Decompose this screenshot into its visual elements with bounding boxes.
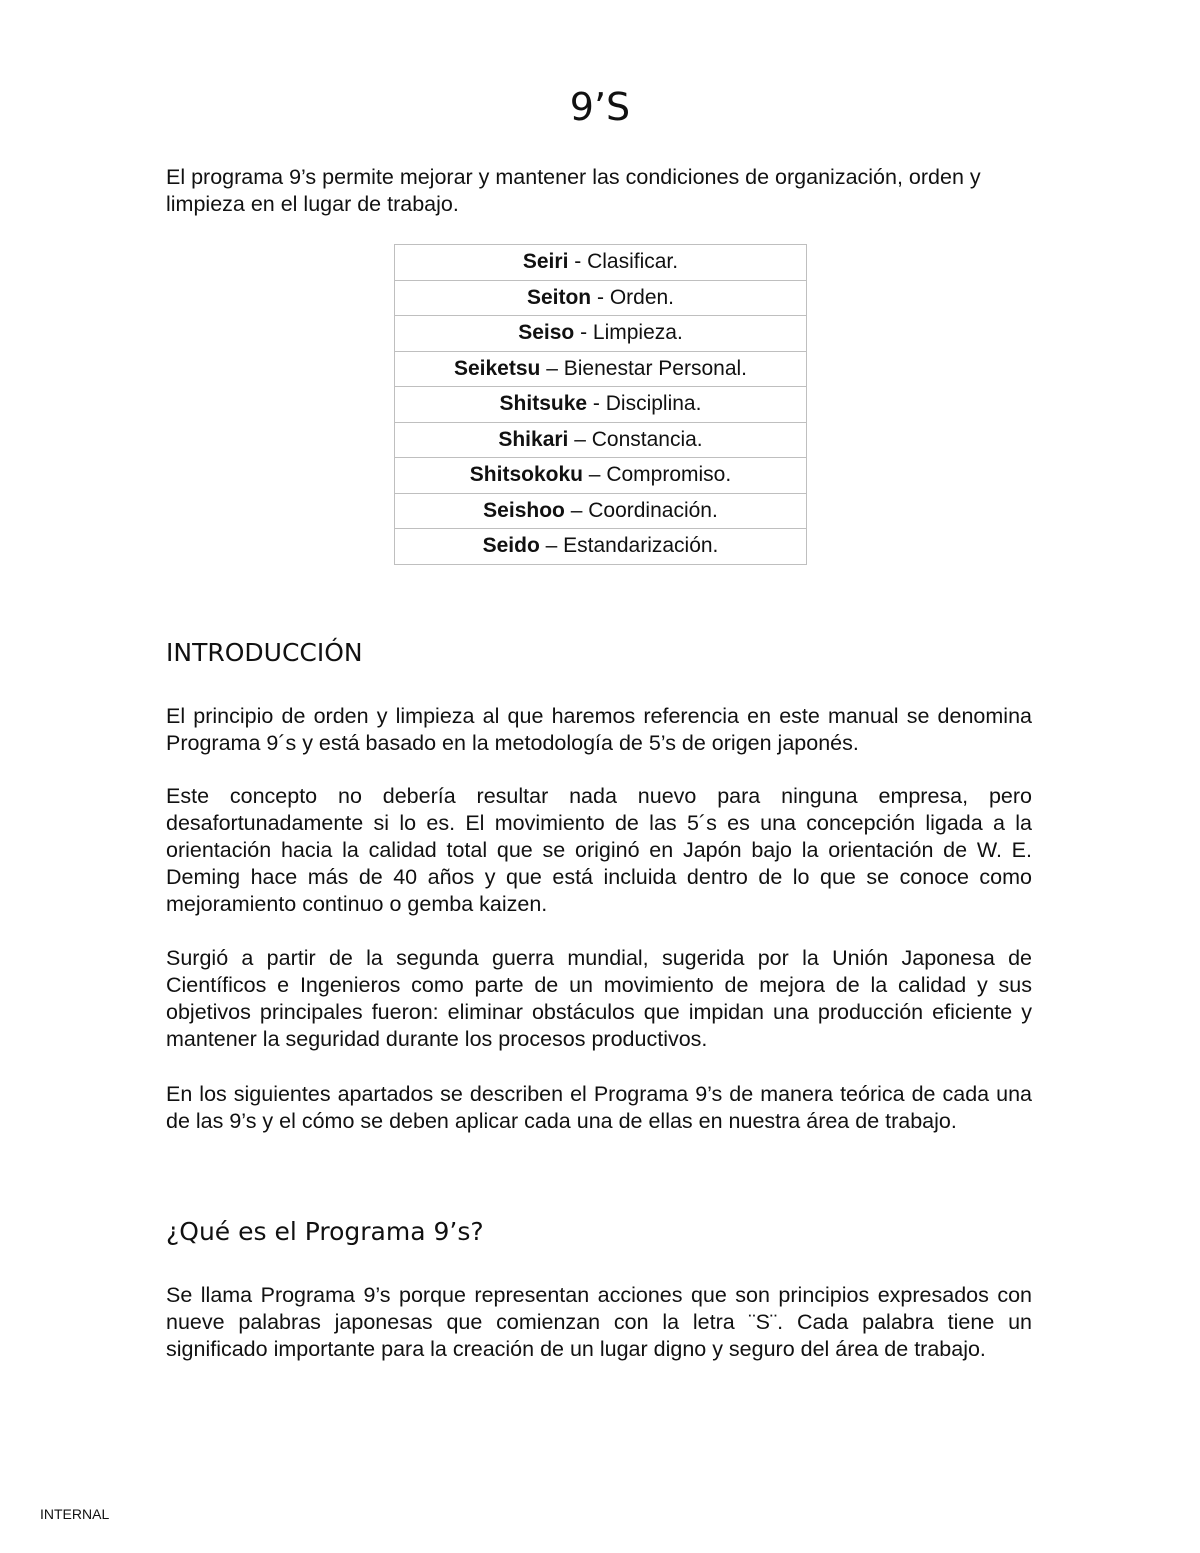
s-meaning: Bienestar Personal. [563,356,748,380]
table-row [395,387,807,423]
what-is-paragraph: Se llama Programa 9’s porque representan acciones que son principios expresados con nueve palabras japonesas que comienzan con la letra ¨S¨. Cada palabra tiene un significado importante para la creación de un lugar digno y seguro del área de trabajo. [166,1283,1032,1361]
classification-label: INTERNAL [40,1506,110,1522]
s-separator: - [574,321,593,345]
s-meaning: Limpieza. [592,321,683,345]
table-row [395,493,807,529]
s-separator: – [564,498,589,522]
s-term: Seido [482,534,540,558]
table-row [395,316,807,352]
s-term: Seiso [518,321,575,345]
table-row [395,351,807,387]
table-row [395,280,807,316]
s-separator: – [539,534,564,558]
s-term: Seiri [522,250,569,274]
s-term: Shitsokoku [469,463,583,487]
intro-paragraph-3: Surgió a partir de la segunda guerra mundial, sugerida por la Unión Japonesa de Científicos e Ingenieros como parte de un movimiento de mejora de la calidad y sus objetivos principales fueron: eliminar obstáculos que impidan una producción eficiente y mantener la seguridad durante los procesos productivos. [166,946,1032,1051]
table-row [395,529,807,565]
s-meaning: Coordinación. [588,498,718,522]
table-row [395,458,807,494]
s-separator: - [568,250,588,274]
s-separator: - [587,392,606,416]
s-separator: - [591,285,610,309]
table-row [395,422,807,458]
intro-paragraph-4: En los siguientes apartados se describen el Programa 9’s de manera teórica de cada una de las 9’s y el cómo se deben aplicar cada una de ellas en nuestra área de trabajo. [166,1082,1032,1133]
intro-paragraph-1: El principio de orden y limpieza al que haremos referencia en este manual se denomina Programa 9´s y está basado en la metodología de 5’s de origen japonés. [166,704,1032,755]
table-row [395,245,807,281]
intro-lead-paragraph: El programa 9’s permite mejorar y mantener las condiciones de organización, orden y limpieza en el lugar de trabajo. [166,165,981,216]
section-heading-introduccion: INTRODUCCIÓN [166,638,363,667]
s-term: Shitsuke [499,392,588,416]
s-meaning: Orden. [609,285,675,309]
s-term: Shikari [498,427,569,451]
section-heading-que-es: ¿Qué es el Programa 9’s? [166,1217,484,1246]
s-meaning: Clasificar. [587,250,679,274]
s-separator: – [582,463,607,487]
s-term: Seiketsu [453,356,541,380]
s-separator: – [568,427,592,451]
page-title: 9’S [569,85,631,129]
s-meaning: Constancia. [591,427,703,451]
s-meaning: Estandarización. [563,534,719,558]
s-meaning: Disciplina. [605,392,702,416]
intro-paragraph-2: Este concepto no debería resultar nada nuevo para ninguna empresa, pero desafortunadamente si lo es. El movimiento de las 5´s es una concepción ligada a la orientación hacia la calidad total que se originó en Japón bajo la orientación de W. E. Deming hace más de 40 años y que está incluida dentro de lo que se conoce como mejoramiento continuo o gemba kaizen. [166,784,1032,916]
nine-s-table [394,244,807,565]
s-meaning: Compromiso. [606,463,732,487]
s-separator: – [540,356,564,380]
s-term: Seishoo [483,498,565,522]
s-term: Seiton [526,285,592,309]
